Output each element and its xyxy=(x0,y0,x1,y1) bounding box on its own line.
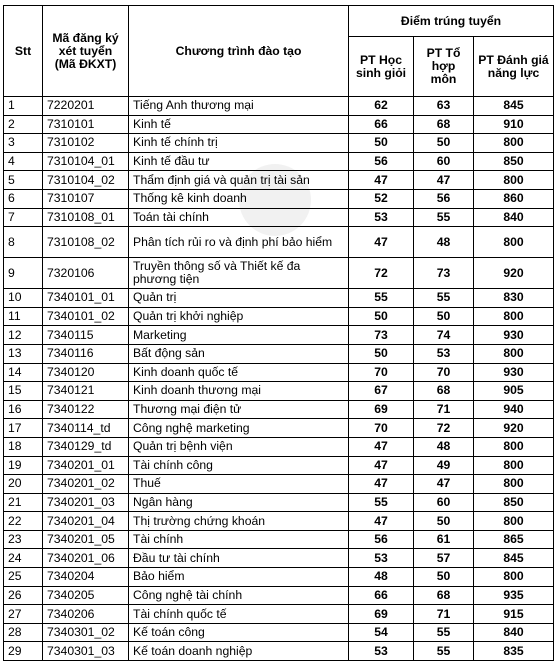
score-competency-assessment: 800 xyxy=(474,227,554,258)
row-stt: 13 xyxy=(4,344,43,363)
row-stt: 12 xyxy=(4,326,43,345)
row-stt: 16 xyxy=(4,400,43,419)
score-subject-combination: 63 xyxy=(414,97,474,116)
score-excellent-student: 47 xyxy=(349,171,414,190)
program-name: Tài chính quốc tế xyxy=(129,605,349,624)
score-competency-assessment: 800 xyxy=(474,171,554,190)
score-excellent-student: 72 xyxy=(349,258,414,289)
score-competency-assessment: 840 xyxy=(474,208,554,227)
score-excellent-student: 47 xyxy=(349,227,414,258)
score-competency-assessment: 920 xyxy=(474,258,554,289)
table-row xyxy=(4,152,554,171)
row-stt: 9 xyxy=(4,258,43,289)
header-subject-combination: PT Tổ hợp môn xyxy=(414,37,474,97)
row-stt: 23 xyxy=(4,530,43,549)
registration-code: 7310108_02 xyxy=(43,227,129,258)
table-row xyxy=(4,475,554,494)
row-stt: 18 xyxy=(4,437,43,456)
program-name: Bất động sản xyxy=(129,344,349,363)
program-name: Đầu tư tài chính xyxy=(129,549,349,568)
score-excellent-student: 50 xyxy=(349,307,414,326)
score-subject-combination: 55 xyxy=(414,208,474,227)
score-excellent-student: 73 xyxy=(349,326,414,345)
program-name: Kế toán doanh nghiệp xyxy=(129,642,349,661)
program-name: Kinh tế xyxy=(129,115,349,134)
header-excellent-student: PT Học sinh giỏi xyxy=(349,37,414,97)
score-subject-combination: 73 xyxy=(414,258,474,289)
program-name: Kinh doanh thương mại xyxy=(129,382,349,401)
registration-code: 7310104_01 xyxy=(43,152,129,171)
registration-code: 7340201_04 xyxy=(43,512,129,531)
table-row xyxy=(4,642,554,661)
program-name: Công nghệ tài chính xyxy=(129,586,349,605)
header-program: Chương trình đào tạo xyxy=(129,6,349,97)
row-stt: 28 xyxy=(4,623,43,642)
registration-code: 7340201_03 xyxy=(43,493,129,512)
score-subject-combination: 55 xyxy=(414,623,474,642)
table-row xyxy=(4,623,554,642)
score-competency-assessment: 935 xyxy=(474,586,554,605)
score-subject-combination: 53 xyxy=(414,344,474,363)
table-row xyxy=(4,258,554,289)
score-competency-assessment: 800 xyxy=(474,568,554,587)
table-row xyxy=(4,400,554,419)
table-row xyxy=(4,382,554,401)
program-name: Phân tích rủi ro và định phí bảo hiểm xyxy=(129,227,349,258)
header-stt: Stt xyxy=(4,6,43,97)
row-stt: 7 xyxy=(4,208,43,227)
row-stt: 2 xyxy=(4,115,43,134)
score-subject-combination: 68 xyxy=(414,115,474,134)
score-competency-assessment: 800 xyxy=(474,134,554,153)
score-competency-assessment: 845 xyxy=(474,97,554,116)
score-competency-assessment: 930 xyxy=(474,326,554,345)
score-excellent-student: 62 xyxy=(349,97,414,116)
table-row xyxy=(4,437,554,456)
program-name: Tiếng Anh thương mại xyxy=(129,97,349,116)
table-row xyxy=(4,307,554,326)
score-excellent-student: 48 xyxy=(349,568,414,587)
program-name: Tài chính xyxy=(129,530,349,549)
row-stt: 29 xyxy=(4,642,43,661)
program-name: Thẩm định giá và quản trị tài sản xyxy=(129,171,349,190)
score-competency-assessment: 840 xyxy=(474,623,554,642)
score-excellent-student: 66 xyxy=(349,586,414,605)
registration-code: 7340101_01 xyxy=(43,289,129,308)
table-row xyxy=(4,493,554,512)
program-name: Công nghệ marketing xyxy=(129,419,349,438)
row-stt: 1 xyxy=(4,97,43,116)
score-competency-assessment: 800 xyxy=(474,344,554,363)
score-subject-combination: 49 xyxy=(414,456,474,475)
program-name: Ngân hàng xyxy=(129,493,349,512)
row-stt: 24 xyxy=(4,549,43,568)
registration-code: 7310101 xyxy=(43,115,129,134)
registration-code: 7340121 xyxy=(43,382,129,401)
table-row xyxy=(4,344,554,363)
row-stt: 8 xyxy=(4,227,43,258)
table-row xyxy=(4,419,554,438)
table-row xyxy=(4,171,554,190)
registration-code: 7340129_td xyxy=(43,437,129,456)
score-subject-combination: 50 xyxy=(414,134,474,153)
program-name: Quản trị khởi nghiệp xyxy=(129,307,349,326)
score-competency-assessment: 800 xyxy=(474,437,554,456)
score-competency-assessment: 905 xyxy=(474,382,554,401)
score-excellent-student: 69 xyxy=(349,400,414,419)
registration-code: 7340201_01 xyxy=(43,456,129,475)
registration-code: 7220201 xyxy=(43,97,129,116)
table-row xyxy=(4,512,554,531)
score-competency-assessment: 800 xyxy=(474,475,554,494)
score-subject-combination: 57 xyxy=(414,549,474,568)
program-name: Kinh tế chính trị xyxy=(129,134,349,153)
score-excellent-student: 53 xyxy=(349,549,414,568)
registration-code: 7340120 xyxy=(43,363,129,382)
program-name: Toán tài chính xyxy=(129,208,349,227)
score-competency-assessment: 850 xyxy=(474,493,554,512)
table-row xyxy=(4,289,554,308)
score-excellent-student: 56 xyxy=(349,152,414,171)
header-admission-scores: Điểm trúng tuyển xyxy=(349,6,554,37)
registration-code: 7340201_02 xyxy=(43,475,129,494)
registration-code: 7310108_01 xyxy=(43,208,129,227)
header-competency-assessment: PT Đánh giá năng lực xyxy=(474,37,554,97)
row-stt: 15 xyxy=(4,382,43,401)
registration-code: 7340116 xyxy=(43,344,129,363)
score-excellent-student: 70 xyxy=(349,419,414,438)
registration-code: 7340205 xyxy=(43,586,129,605)
score-excellent-student: 47 xyxy=(349,475,414,494)
score-excellent-student: 50 xyxy=(349,344,414,363)
score-competency-assessment: 865 xyxy=(474,530,554,549)
score-competency-assessment: 800 xyxy=(474,307,554,326)
table-row xyxy=(4,227,554,258)
program-name: Marketing xyxy=(129,326,349,345)
row-stt: 27 xyxy=(4,605,43,624)
score-subject-combination: 50 xyxy=(414,512,474,531)
program-name: Thống kê kinh doanh xyxy=(129,189,349,208)
row-stt: 5 xyxy=(4,171,43,190)
table-row xyxy=(4,363,554,382)
score-subject-combination: 56 xyxy=(414,189,474,208)
program-name: Thương mại điện tử xyxy=(129,400,349,419)
score-competency-assessment: 800 xyxy=(474,512,554,531)
score-subject-combination: 60 xyxy=(414,493,474,512)
table-row xyxy=(4,97,554,116)
row-stt: 6 xyxy=(4,189,43,208)
score-excellent-student: 55 xyxy=(349,493,414,512)
row-stt: 11 xyxy=(4,307,43,326)
header-registration-code: Mã đăng ký xét tuyển (Mã ĐKXT) xyxy=(43,6,129,97)
table-row xyxy=(4,456,554,475)
score-subject-combination: 55 xyxy=(414,642,474,661)
registration-code: 7340101_02 xyxy=(43,307,129,326)
score-excellent-student: 47 xyxy=(349,437,414,456)
score-competency-assessment: 930 xyxy=(474,363,554,382)
table-row xyxy=(4,530,554,549)
score-subject-combination: 68 xyxy=(414,382,474,401)
score-competency-assessment: 845 xyxy=(474,549,554,568)
program-name: Quản trị bệnh viện xyxy=(129,437,349,456)
score-subject-combination: 72 xyxy=(414,419,474,438)
score-competency-assessment: 915 xyxy=(474,605,554,624)
score-subject-combination: 60 xyxy=(414,152,474,171)
table-row xyxy=(4,549,554,568)
score-subject-combination: 47 xyxy=(414,171,474,190)
score-subject-combination: 70 xyxy=(414,363,474,382)
score-subject-combination: 71 xyxy=(414,400,474,419)
registration-code: 7310104_02 xyxy=(43,171,129,190)
table-body xyxy=(4,97,554,661)
score-competency-assessment: 860 xyxy=(474,189,554,208)
score-competency-assessment: 940 xyxy=(474,400,554,419)
registration-code: 7340201_05 xyxy=(43,530,129,549)
registration-code: 7320106 xyxy=(43,258,129,289)
row-stt: 4 xyxy=(4,152,43,171)
score-excellent-student: 56 xyxy=(349,530,414,549)
row-stt: 14 xyxy=(4,363,43,382)
table-row xyxy=(4,134,554,153)
score-competency-assessment: 835 xyxy=(474,642,554,661)
score-excellent-student: 55 xyxy=(349,289,414,308)
score-excellent-student: 66 xyxy=(349,115,414,134)
registration-code: 7340115 xyxy=(43,326,129,345)
score-subject-combination: 68 xyxy=(414,586,474,605)
registration-code: 7340114_td xyxy=(43,419,129,438)
score-subject-combination: 71 xyxy=(414,605,474,624)
program-name: Quản trị xyxy=(129,289,349,308)
registration-code: 7310102 xyxy=(43,134,129,153)
score-subject-combination: 74 xyxy=(414,326,474,345)
program-name: Bảo hiểm xyxy=(129,568,349,587)
score-excellent-student: 53 xyxy=(349,642,414,661)
score-excellent-student: 69 xyxy=(349,605,414,624)
row-stt: 25 xyxy=(4,568,43,587)
registration-code: 7340122 xyxy=(43,400,129,419)
row-stt: 22 xyxy=(4,512,43,531)
registration-code: 7340301_02 xyxy=(43,623,129,642)
program-name: Kinh doanh quốc tế xyxy=(129,363,349,382)
program-name: Thuế xyxy=(129,475,349,494)
registration-code: 7340201_06 xyxy=(43,549,129,568)
program-name: Truyền thông số và Thiết kế đa phương tiện xyxy=(129,258,349,289)
table-row xyxy=(4,208,554,227)
row-stt: 20 xyxy=(4,475,43,494)
registration-code: 7340204 xyxy=(43,568,129,587)
score-excellent-student: 53 xyxy=(349,208,414,227)
row-stt: 26 xyxy=(4,586,43,605)
score-competency-assessment: 830 xyxy=(474,289,554,308)
table-row xyxy=(4,189,554,208)
score-excellent-student: 70 xyxy=(349,363,414,382)
score-excellent-student: 52 xyxy=(349,189,414,208)
program-name: Tài chính công xyxy=(129,456,349,475)
score-subject-combination: 48 xyxy=(414,437,474,456)
table-row xyxy=(4,586,554,605)
score-competency-assessment: 800 xyxy=(474,456,554,475)
table-row xyxy=(4,115,554,134)
registration-code: 7340301_03 xyxy=(43,642,129,661)
table-row xyxy=(4,326,554,345)
score-subject-combination: 50 xyxy=(414,568,474,587)
row-stt: 17 xyxy=(4,419,43,438)
row-stt: 10 xyxy=(4,289,43,308)
admission-scores-table xyxy=(3,5,554,661)
row-stt: 3 xyxy=(4,134,43,153)
registration-code: 7340206 xyxy=(43,605,129,624)
score-excellent-student: 50 xyxy=(349,134,414,153)
score-competency-assessment: 850 xyxy=(474,152,554,171)
table-row xyxy=(4,605,554,624)
row-stt: 21 xyxy=(4,493,43,512)
score-subject-combination: 47 xyxy=(414,475,474,494)
program-name: Kế toán công xyxy=(129,623,349,642)
score-subject-combination: 48 xyxy=(414,227,474,258)
table-row xyxy=(4,568,554,587)
score-competency-assessment: 920 xyxy=(474,419,554,438)
registration-code: 7310107 xyxy=(43,189,129,208)
row-stt: 19 xyxy=(4,456,43,475)
score-excellent-student: 67 xyxy=(349,382,414,401)
score-subject-combination: 61 xyxy=(414,530,474,549)
program-name: Kinh tế đầu tư xyxy=(129,152,349,171)
score-excellent-student: 47 xyxy=(349,456,414,475)
score-subject-combination: 55 xyxy=(414,289,474,308)
score-subject-combination: 50 xyxy=(414,307,474,326)
program-name: Thị trường chứng khoán xyxy=(129,512,349,531)
score-excellent-student: 54 xyxy=(349,623,414,642)
score-excellent-student: 47 xyxy=(349,512,414,531)
score-competency-assessment: 910 xyxy=(474,115,554,134)
